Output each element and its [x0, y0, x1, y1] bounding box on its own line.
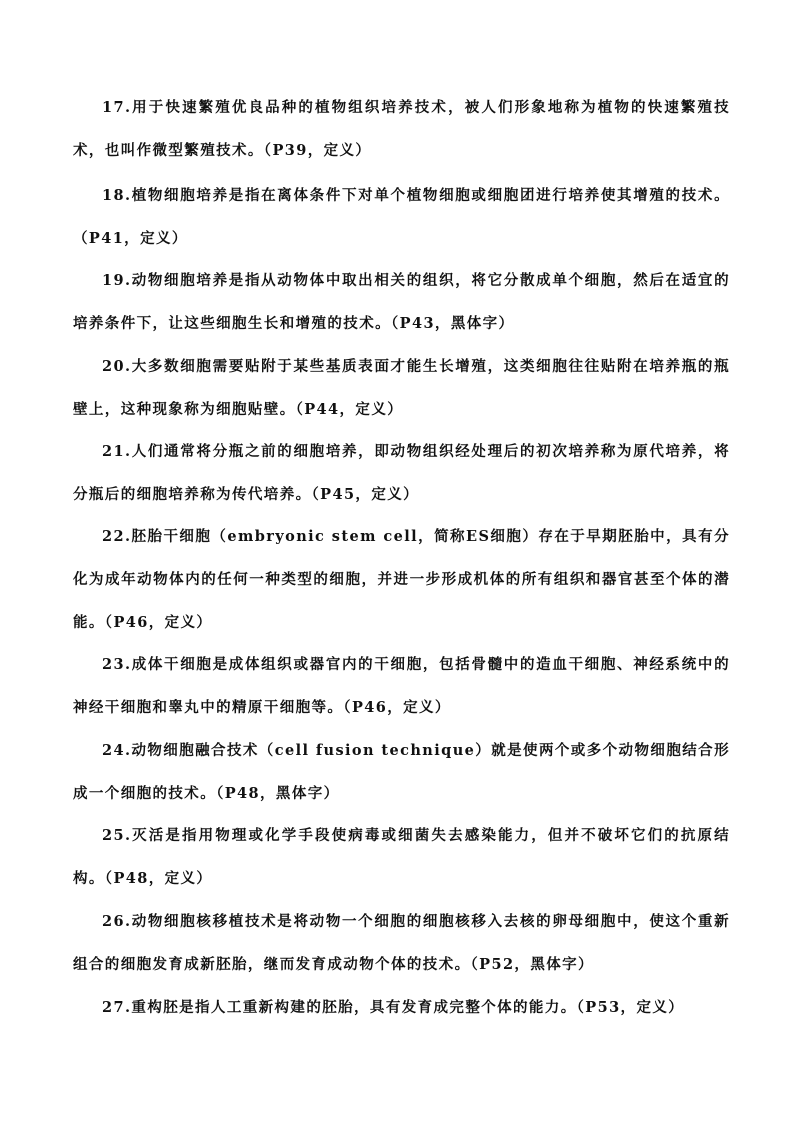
paragraph-18: 18.植物细胞培养是指在离体条件下对单个植物细胞或细胞团进行培养使其增殖的技术。（P41，定义） [73, 187, 730, 247]
paragraph-25: 25.灭活是指用物理或化学手段使病毒或细菌失去感染能力，但并不破坏它们的抗原结构。（P48，定义） [73, 827, 730, 887]
paragraph-20: 20.大多数细胞需要贴附于某些基质表面才能生长增殖，这类细胞往往贴附在培养瓶的瓶壁上，这种现象称为细胞贴壁。（P44，定义） [73, 358, 730, 418]
paragraph-27: 27.重构胚是指人工重新构建的胚胎，具有发育成完整个体的能力。（P53，定义） [102, 999, 685, 1016]
paragraph-21: 21.人们通常将分瓶之前的细胞培养，即动物组织经处理后的初次培养称为原代培养，将分瓶后的细胞培养称为传代培养。（P45，定义） [73, 443, 730, 503]
paragraph-19: 19.动物细胞培养是指从动物体中取出相关的组织，将它分散成单个细胞，然后在适宜的培养条件下，让这些细胞生长和增殖的技术。（P43，黑体字） [73, 272, 730, 332]
document-page [73, 0, 730, 1123]
paragraph-17: 17.用于快速繁殖优良品种的植物组织培养技术，被人们形象地称为植物的快速繁殖技术，也叫作微型繁殖技术。（P39，定义） [73, 99, 730, 159]
paragraph-22: 22.胚胎干细胞（embryonic stem cell，简称ES细胞）存在于早期胚胎中，具有分化为成年动物体内的任何一种类型的细胞，并进一步形成机体的所有组织和器官甚至个体的潜能。（P46，定义） [73, 528, 730, 631]
paragraph-24: 24.动物细胞融合技术（cell fusion technique）就是使两个或多个动物细胞结合形成一个细胞的技术。（P48，黑体字） [73, 742, 730, 802]
paragraph-26: 26.动物细胞核移植技术是将动物一个细胞的细胞核移入去核的卵母细胞中，使这个重新组合的细胞发育成新胚胎，继而发育成动物个体的技术。（P52，黑体字） [73, 913, 730, 973]
paragraph-23: 23.成体干细胞是成体组织或器官内的干细胞，包括骨髓中的造血干细胞、神经系统中的神经干细胞和睾丸中的精原干细胞等。（P46，定义） [73, 656, 730, 716]
